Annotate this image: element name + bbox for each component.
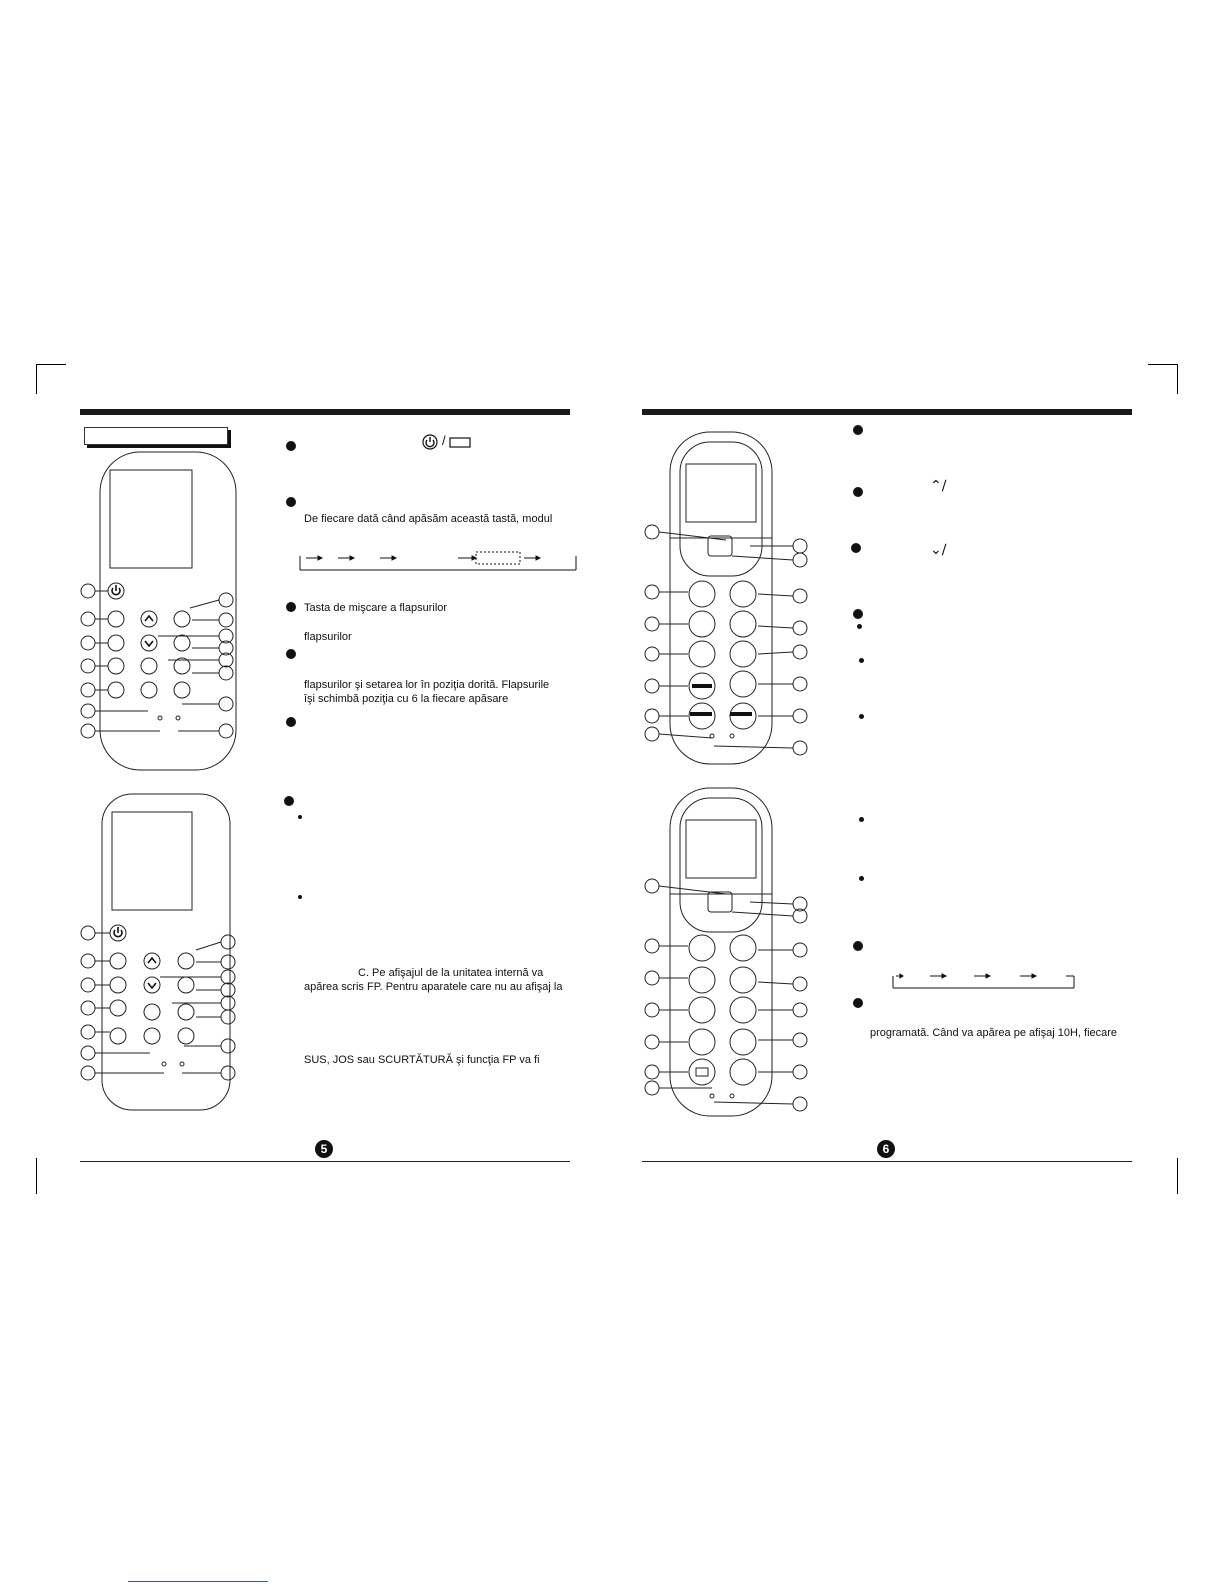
crop-mark-bl-v [36,1158,37,1194]
remote-diagram-2 [78,790,318,1130]
remote-diagram-3 [640,428,820,778]
bullet-p6-4 [853,609,863,619]
mode-text: De fiecare dată când apăsăm această tastă, modul [304,513,553,525]
bullet-swing [286,602,296,612]
swing-desc-1: flapsurilor şi setarea lor în poziţia dorită. Flapsurile [304,679,550,691]
swing-sub: flapsurilor [304,631,352,643]
power-key-icon [422,433,482,451]
mode-flow-diagram [296,550,586,574]
crop-mark-tr-v [1177,364,1178,394]
timer-flow-diagram [890,970,1080,992]
bullet-p6-timer-2 [853,998,863,1008]
page6-number: 6 [877,1140,895,1158]
down-button[interactable] [141,635,157,651]
page5-section-label-box [84,427,228,445]
sub-bullet-p6-3 [859,714,864,719]
bullet-p6-down [851,543,861,553]
chevron-down-icon [148,983,156,988]
timer-text: programată. Când va apărea pe afişaj 10H, fiecare [870,1027,1118,1039]
up-key-glyph: ⌃∕ [930,478,947,494]
swing-desc-2: îşi schimbă poziţia cu 6 la fiecare apăsare [304,693,509,705]
page6-header-bar [642,409,1132,415]
bullet-p6-1 [853,425,863,435]
page5-footer-rule [80,1161,570,1162]
remote-body [670,432,772,764]
chevron-up-icon [148,958,156,963]
bullet-swing-2 [286,649,296,659]
sub-bullet-fp-2 [298,895,302,899]
down-key-glyph: ⌄∕ [930,542,947,558]
power-key-slash: / [442,433,446,448]
sub-bullet-p6-2 [859,658,864,663]
remote-screen [110,470,192,568]
remote-diagram-1 [78,448,318,788]
fp-text-3: SUS, JOS sau SCURTĂTURĂ şi funcţia FP va fi [304,1054,540,1066]
chevron-up-icon [145,616,153,621]
page6-footer-rule [642,1161,1132,1162]
bottom-link-line [128,1581,268,1582]
crop-mark-br-v [1177,1158,1178,1194]
fp-text-2: apărea scris FP. Pentru aparatele care nu au afişaj la [304,981,563,993]
bullet-5 [286,717,296,727]
bullet-p6-timer [853,941,863,951]
crop-mark-tr-h [1148,364,1178,365]
sub-bullet-p6-5 [859,876,864,881]
remote-body [670,788,772,1116]
chevron-down-icon [145,641,153,646]
sub-bullet-p6-4 [859,817,864,822]
crop-mark-tl-v [36,364,37,394]
remote-diagram-4 [640,784,820,1124]
bullet-fp [284,796,294,806]
crop-mark-tl-h [36,364,66,365]
up-button[interactable] [141,611,157,627]
fp-text-1: C. Pe afişajul de la unitatea internă va [358,967,544,979]
bullet-power [286,441,296,451]
page5-header-bar [80,409,570,415]
swing-title: Tasta de mişcare a flapsurilor [304,602,448,614]
sub-bullet-p6-1 [857,624,862,629]
sub-bullet-fp-1 [298,815,302,819]
remote-body [100,452,236,770]
bullet-p6-up [853,487,863,497]
page5-number: 5 [315,1140,333,1158]
bullet-mode [286,497,296,507]
